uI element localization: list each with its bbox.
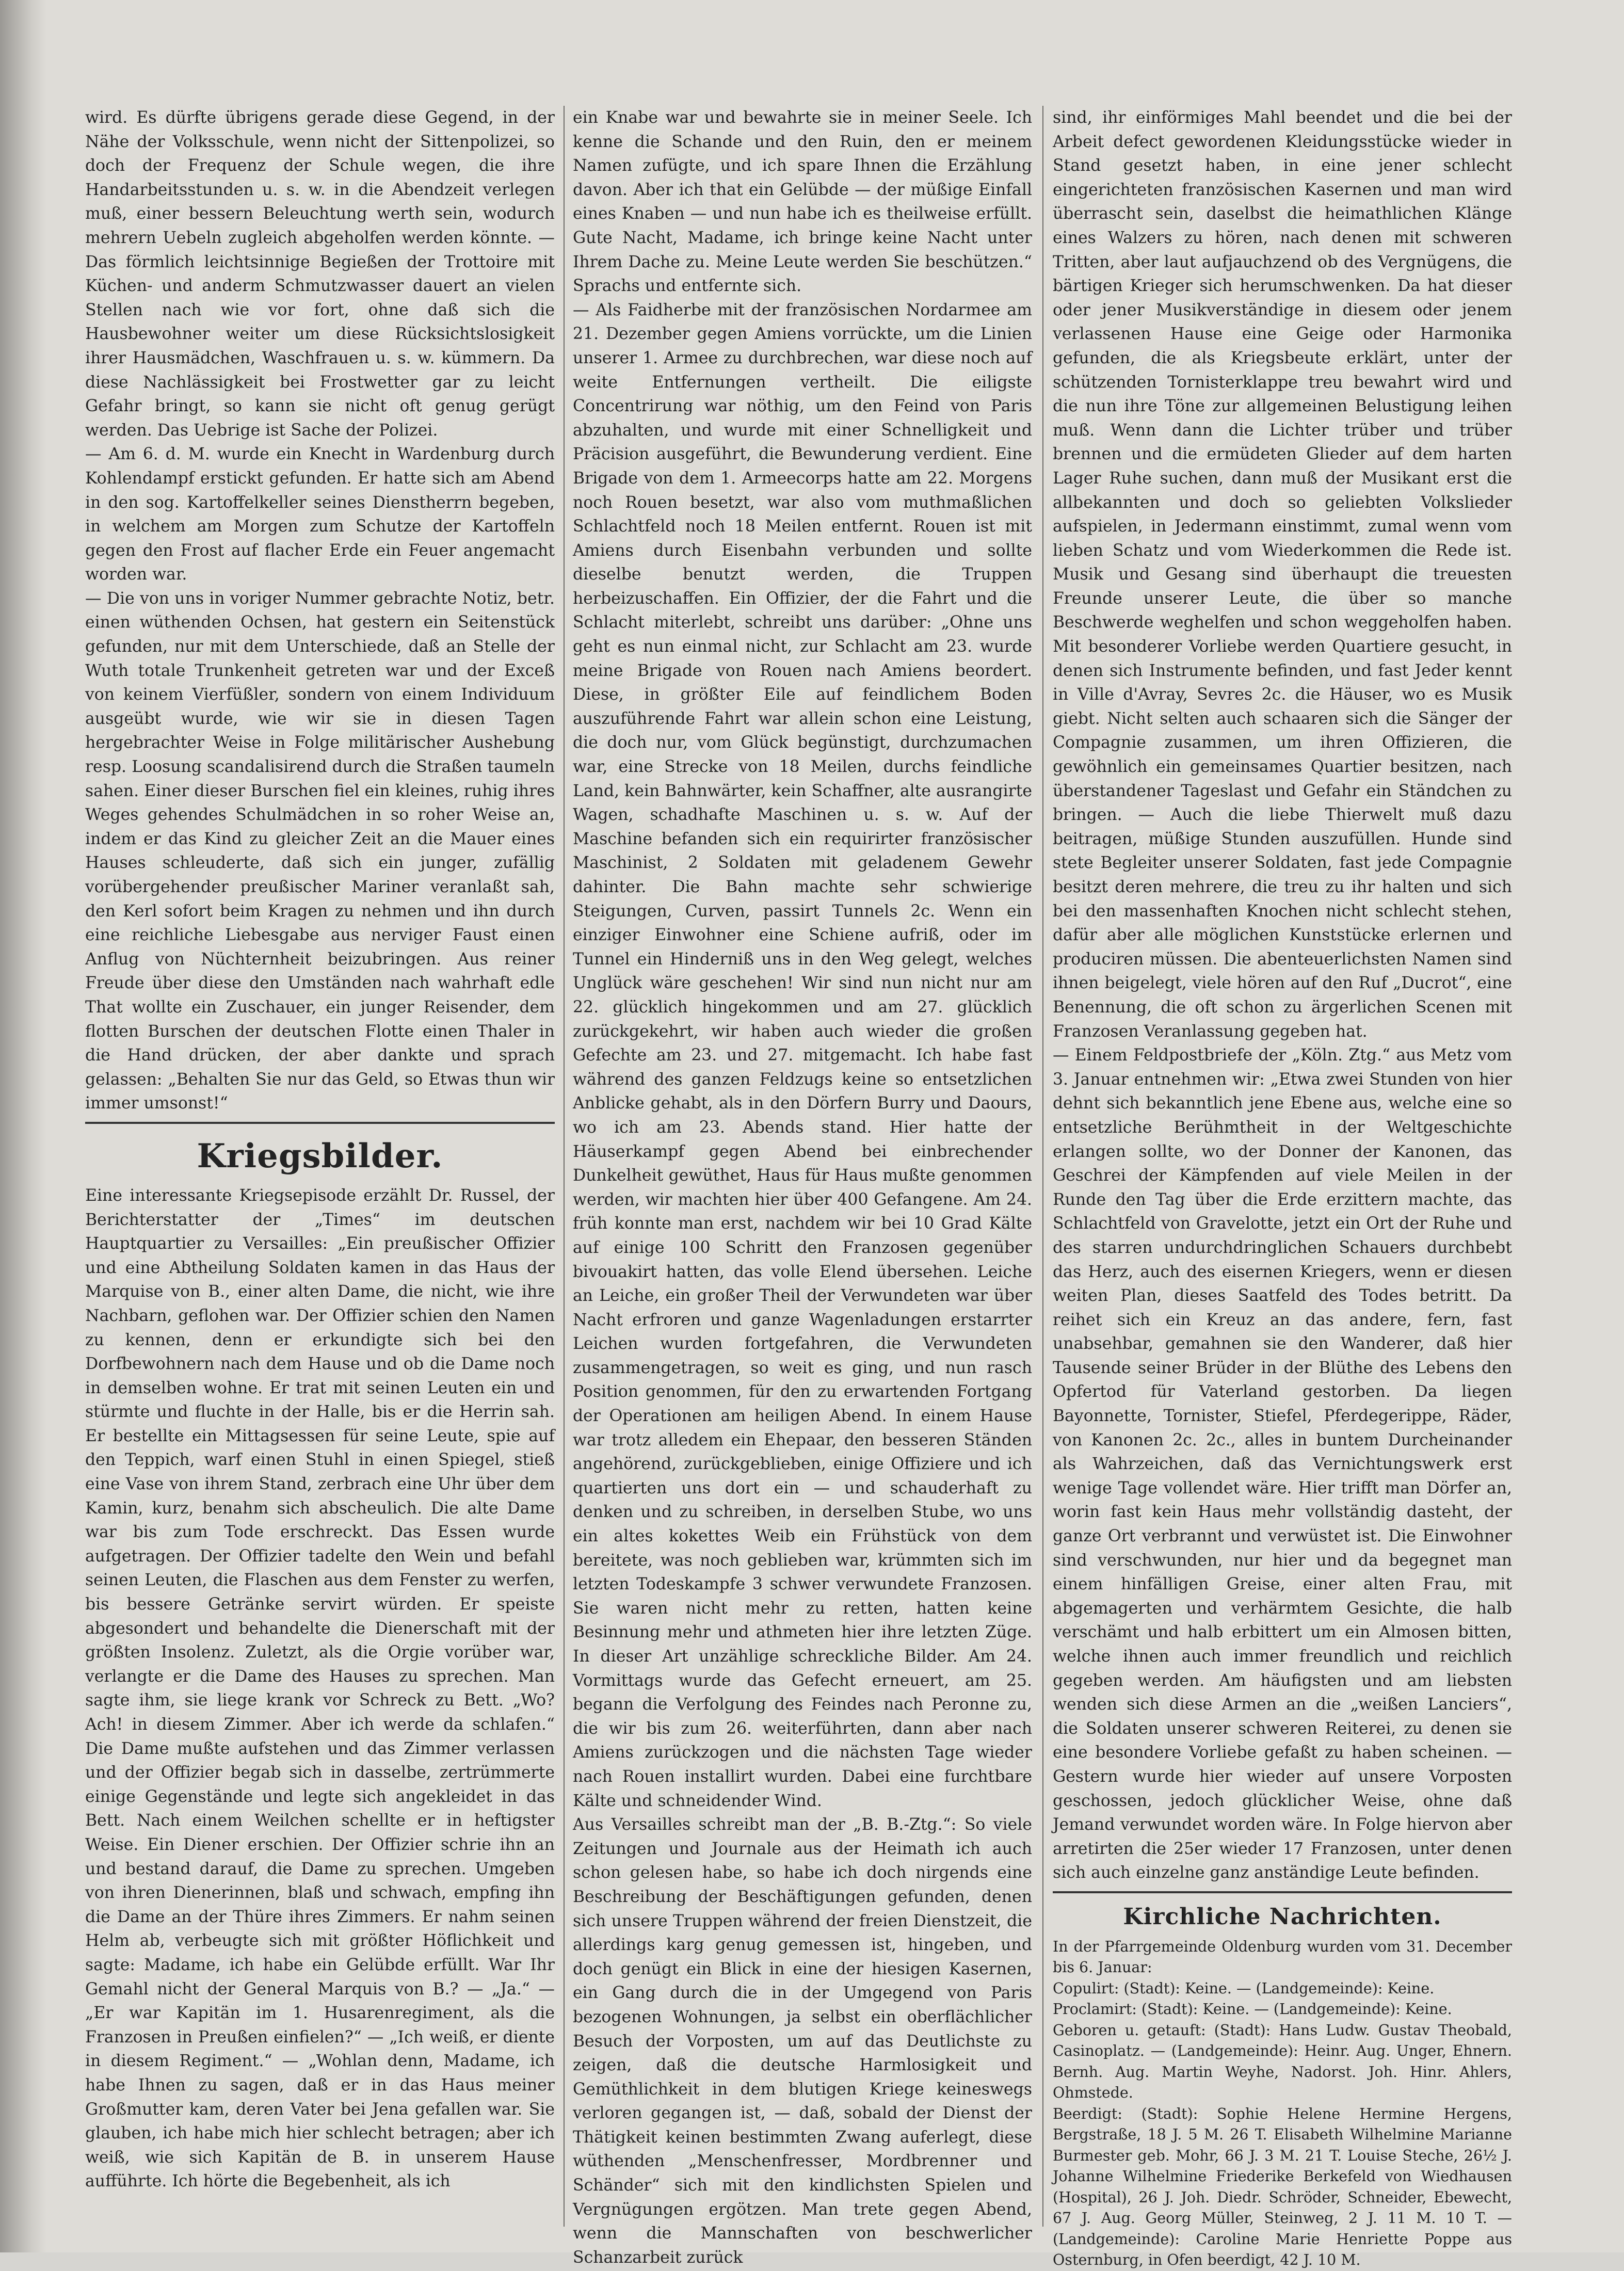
church-entry: Proclamirt: (Stadt): Keine. — (Landgemeinde): Keine. (1053, 2001, 1452, 2018)
section-divider (85, 1122, 555, 1124)
article-paragraph: wird. Es dürfte übrigens gerade diese Gegend, in der Nähe der Volksschule, wenn nicht der Sittenpolizei, so doch der Frequenz der Schule wegen, die ihre Handarbeitsstunden u. s. w. in die Abendzeit verlegen muß, einer bessern Beleuchtung werth sein, wodurch mehrern Uebeln zugleich abgeholfen werden könnte. — Das förmlich leichtsinnige Begießen der Trottoire mit Küchen- und anderm Schmutzwasser dauert an vielen Stellen nach wie vor fort, ohne daß sich die Hausbewohner weiter um diese Rücksichtslosigkeit ihrer Hausmädchen, Waschfrauen u. s. w. kümmern. Da diese Nachlässigkeit bei Frostwetter gar zu leicht Gefahr bringt, so kann sie nicht oft genug gerügt werden. Das Uebrige ist Sache der Polizei. (85, 108, 555, 440)
column-rule-left (564, 106, 565, 2227)
article-paragraph: Eine interessante Kriegsepisode erzählt Dr. Russel, der Berichterstatter der „Times“ im deutschen Hauptquartier zu Versailles: „Ein preußischer Offizier und eine Abtheilung Soldaten kamen in das Haus der Marquise von B., einer alten Dame, die nicht, wie ihre Nachbarn, geflohen war. Der Offizier schien den Namen zu kennen, denn er erkundigte sich bei den Dorfbewohnern nach dem Hause und ob die Dame noch in demselben wohne. Er trat mit seinen Leuten ein und stürmte und fluchte in der Halle, bis er die Herrin sah. Er bestellte ein Mittagsessen für seine Leute, spie auf den Teppich, warf einen Stuhl in einen Spiegel, stieß eine Vase von ihrem Stand, zerbrach eine Uhr über dem Kamin, kurz, benahm sich abscheulich. Die alte Dame war bis zum Tode erschreckt. Das Essen wurde aufgetragen. Der Offizier tadelte den Wein und befahl seinen Leuten, die Flaschen aus dem Fenster zu werfen, bis bessere Getränke servirt würden. Er speiste abgesondert und behandelte die Dienerschaft mit der größten Insolenz. Zuletzt, als die Orgie vorüber war, verlangte er die Dame des Hauses zu sprechen. Man sagte ihm, sie liege krank vor Schreck zu Bett. „Wo? Ach! in diesem Zimmer. Aber ich werde da schlafen.“ Die Dame mußte aufstehen und das Zimmer verlassen und der Offizier begab sich in dasselbe, zertrümmerte einige Gegenstände und legte sich angekleidet in das Bett. Nach einem Weilchen schellte er in heftigster Weise. Ein Diener erschien. Der Offizier schrie ihn an und bestand darauf, die Dame zu sprechen. Umgeben von ihren Dienerinnen, blaß und schwach, empfing ihn die Dame an der Thüre ihres Zimmers. Er nahm seinen Helm ab, verbeugte sich mit größter Höflichkeit und sagte: Madame, ich habe ein Gelübde erfüllt. War Ihr Gemahl nicht der General Marquis von B.? — „Ja.“ — „Er war Kapitän im 1. Husarenregiment, als die Franzosen in Preußen einfielen?“ — „Ich weiß, er diente in diesem Regiment.“ — „Wohlan denn, Madame, ich habe Ihnen zu sagen, daß er in das Haus meiner Großmutter kam, deren Vater bei Jena gefallen war. Sie glauben, ich habe mich hier schlecht betragen; aber ich weiß, wie sich Kapitän de B. in unserem Hause aufführte. Ich hörte die Begebenheit, als ich (85, 1186, 555, 2191)
article-paragraph: — Die von uns in voriger Nummer gebrachte Notiz, betr. einen wüthenden Ochsen, hat gestern ein Seitenstück gefunden, nur mit dem Unterschiede, daß an Stelle der Wuth totale Trunkenheit getreten war und der Exceß von keinem Vierfüßler, sondern von einem Individuum ausgeübt wurde, wie wir sie in diesen Tagen hergebrachter Weise in Folge militärischer Aushebung resp. Loosung scandalisirend durch die Straßen taumeln sahen. Einer dieser Burschen fiel ein kleines, ruhig ihres Weges gehendes Schulmädchen in so roher Weise an, indem er das Kind zu gleicher Zeit an die Mauer eines Hauses schleuderte, daß sich ein junger, zufällig vorübergehender preußischer Mariner veranlaßt sah, den Kerl sofort beim Kragen zu nehmen und ihn durch eine reichliche Liebesgabe aus nerviger Faust einen Anflug von Nüchternheit beizubringen. Aus reiner Freude über diese den Umständen nach wahrhaft edle That wollte ein Zuschauer, ein junger Reisender, dem flotten Burschen der deutschen Flotte einen Thaler in die Hand drücken, der aber dankte und sprach gelassen: „Behalten Sie nur das Geld, so Etwas thun wir immer umsonst!“ (85, 589, 555, 1113)
section-heading: Kriegsbilder. (197, 1136, 443, 1175)
article-paragraph: — Als Faidherbe mit der französischen Nordarmee am 21. Dezember gegen Amiens vorrückte, um die Linien unserer 1. Armee zu durchbrechen, war diese noch auf weite Entfernungen vertheilt. Die eiligste Concentrirung war nöthig, um den Feind von Paris abzuhalten, und wurde mit einer Schnelligkeit und Präcision ausgeführt, die Bewunderung verdient. Eine Brigade von dem 1. Armeecorps hatte am 22. Morgens noch Rouen besetzt, war also vom muthmaßlichen Schlachtfeld noch 18 Meilen entfernt. Rouen ist mit Amiens durch Eisenbahn verbunden und sollte dieselbe benutzt werden, die Truppen herbeizuschaffen. Ein Offizier, der die Fahrt und die Schlacht miterlebt, schreibt uns darüber: „Ohne uns geht es nun einmal nicht, zur Schlacht am 23. wurde meine Brigade von Rouen nach Amiens beordert. Diese, in größter Eile auf feindlichem Boden auszuführende Fahrt war allein schon eine Leistung, die doch nur, vom Glück begünstigt, durchzumachen war, eine Strecke von 18 Meilen, durchs feindliche Land, kein Bahnwärter, kein Schaffner, alte ausrangirte Wagen, schadhafte Maschinen u. s. w. Auf der Maschine befanden sich ein requirirter französischer Maschinist, 2 Soldaten mit geladenem Gewehr dahinter. Die Bahn machte sehr schwierige Steigungen, Curven, passirt Tunnels 2c. Wenn ein einziger Einwohner eine Schiene aufriß, oder im Tunnel ein Hinderniß uns in den Weg gelegt, welches Unglück wäre geschehen! Wir sind nun nicht nur am 22. glücklich hingekommen und am 27. glücklich zurückgekehrt, wir haben auch wieder die großen Gefechte am 23. und 27. mitgemacht. Ich habe fast während des ganzen Feldzugs keine so entsetzlichen Anblicke gehabt, als in den Dörfern Burry und Daours, wo ich am 23. Abends stand. Hier hatte der Häuserkampf gegen Abend bei einbrechender Dunkelheit gewüthet, Haus für Haus mußte genommen werden, wir machten hier über 400 Gefangene. Am 24. früh konnte man erst, nachdem wir bei 10 Grad Kälte auf einige 100 Schritt den Franzosen gegenüber bivouakirt hatten, das volle Elend übersehen. Leiche an Leiche, ein großer Theil der Verwundeten war über Nacht erfroren und ganze Wagenladungen erstarrter Leichen wurden fortgefahren, die Verwundeten zusammengetragen, so weit es ging, und nun rasch Position genommen, für den zu erwartenden Fortgang der Operationen am heiligen Abend. In einem Hause war trotz alledem ein Ehepaar, den besseren Ständen angehörend, zurückgeblieben, einige Offiziere und ich quartierten uns dort ein — und schauderhaft zu denken und zu schreiben, in derselben Stube, wo uns ein altes kokettes Weib ein Frühstück von dem bereitete, was noch geblieben war, krümmten sich im letzten Todeskampfe 3 schwer verwundete Franzosen. Sie waren nicht mehr zu retten, hatten keine Besinnung mehr und athmeten hier ihre letzten Züge. In dieser Art unzählige schreckliche Bilder. Am 24. Vormittags wurde das Gefecht erneuert, am 25. begann die Verfolgung des Feindes nach Peronne zu, die wir bis zum 26. weiterführten, dann aber nach Amiens zurückzogen und die nächsten Tage wieder nach Rouen installirt wurden. Dabei eine furchtbare Kälte und schneidender Wind. (573, 300, 1032, 1810)
church-notices (1053, 1937, 1512, 2271)
binding-edge (0, 0, 46, 2252)
church-entry: Geboren u. getauft: (Stadt): Hans Ludw. Gustav Theobald, Casinoplatz. — (Landgemeinde): Heinr. Aug. Unger, Ehnern. Bernh. Aug. Martin Weyhe, Nadorst. Joh. Hinr. Ahlers, Ohmstede. (1053, 2021, 1512, 2102)
section-heading: Kirchliche Nachrichten. (1123, 1903, 1442, 1930)
article-paragraph: — Am 6. d. M. wurde ein Knecht in Wardenburg durch Kohlendampf erstickt gefunden. Er hatte sich am Abend in den sog. Kartoffelkeller seines Dienstherrn begeben, in welchem am Morgen zum Schutze der Kartoffeln gegen den Frost auf flacher Erde ein Feuer angemacht worden war. (85, 445, 555, 584)
section-divider (1053, 1891, 1512, 1893)
church-intro: In der Pfarrgemeinde Oldenburg wurden vom 31. December bis 6. Januar: (1053, 1938, 1512, 1976)
column-rule-right (1042, 106, 1043, 2227)
article-paragraph: ein Knabe war und bewahrte sie in meiner Seele. Ich kenne die Schande und den Ruin, den er meinem Namen zufügte, und ich spare Ihnen die Erzählung davon. Aber ich that ein Gelübde — der müßige Einfall eines Knaben — und nun habe ich es theilweise erfüllt. Gute Nacht, Madame, ich bringe keine Nacht unter Ihrem Dache zu. Meine Leute werden Sie beschützen.“ Sprachs und entfernte sich. (573, 108, 1032, 296)
article-paragraph: — Einem Feldpostbriefe der „Köln. Ztg.“ aus Metz vom 3. Januar entnehmen wir: „Etwa zwei Stunden von hier dehnt sich bekanntlich jene Ebene aus, welche eine so entsetzliche Berühmtheit in der Weltgeschichte erlangen sollte, wo der Donner der Kanonen, das Geschrei der Kämpfenden auf viele Meilen in der Runde den Tag über die Erde erzittern machte, das Schlachtfeld von Gravelotte, jetzt ein Ort der Ruhe und des starren undurchdringlichen Schauers durchbebt das Herz, auch des eisernen Kriegers, wenn er diesen weiten Plan, dieses Saatfeld des Todes betritt. Da reihet sich ein Kreuz an das andere, fern, fast unabsehbar, gemahnen sie den Wanderer, daß hier Tausende seiner Brüder in der Blüthe des Lebens den Opfertod für Vaterland gestorben. Da liegen Bayonnette, Tornister, Stiefel, Pferdegerippe, Räder, von Kanonen 2c. 2c., alles in buntem Durcheinander als Wahrzeichen, daß das Vernichtungswerk erst wenige Tage vollendet wäre. Hier trifft man Dörfer an, worin fast kein Haus mehr vollständig dasteht, der ganze Ort verbrannt und verwüstet ist. Die Einwohner sind verschwunden, nur hier und da begegnet man einem hinfälligen Greise, einer alten Frau, mit abgemagerten und verhärmtem Gesichte, die halb verschämt und halb erbittert um ein Almosen bitten, welche ihnen auch immer freundlich und reichlich gegeben werden. Am häufigsten und am liebsten wenden sich diese Armen an die „weißen Lanciers“, die Soldaten unserer schweren Reiterei, zu denen sie eine besondere Vorliebe gefaßt zu haben scheinen. — Gestern wurde hier wieder auf unsere Vorposten geschossen, jedoch glücklicher Weise, ohne daß Jemand verwundet worden wäre. In Folge hiervon aber arretirten die 25er wieder 17 Franzosen, unter denen sich auch einzelne ganz anständige Leute befinden. (1053, 1046, 1512, 1882)
article-paragraph: Aus Versailles schreibt man der „B. B.-Ztg.“: So viele Zeitungen und Journale aus der Heimath ich auch schon gelesen habe, so habe ich doch nirgends eine Beschreibung der Beschäftigungen gefunden, denen sich unsere Truppen während der freien Dienstzeit, die allerdings karg genug gemessen ist, hingeben, und doch genügt ein Blick in eine der hiesigen Kasernen, ein Gang durch die in der Umgegend von Paris bezogenen Wohnungen, ja selbst ein oberflächlicher Besuch der Vorposten, um auf das Deutlichste zu zeigen, daß die deutsche Harmlosigkeit und Gemüthlichkeit in dem blutigen Kriege keineswegs verloren gegangen ist, — daß, sobald der Dienst der Thätigkeit keinen bestimmten Zwang auferlegt, diese wüthenden „Menschenfresser, Mordbrenner und Schänder“ sich mit den kindlichsten Spielen und Vergnügungen ergötzen. Man trete gegen Abend, wenn die Mannschaften von beschwerlicher Schanzarbeit zurück (573, 1815, 1032, 2267)
column-3 (1053, 106, 1512, 2271)
church-entry: Beerdigt: (Stadt): Sophie Helene Hermine Hergens, Bergstraße, 18 J. 5 M. 26 T. Elisabeth Wilhelmine Marianne Burmester geb. Mohr, 66 J. 3 M. 21 T. Louise Steche, 26½ J. Johanne Wilhelmine Friederike Berkefeld von Wiedhausen (Hospital), 26 J. Joh. Diedr. Schröder, Schneider, Ebewecht, 67 J. Aug. Georg Müller, Steinweg, 2 J. 11 M. 10 T. — (Landgemeinde): Caroline Marie Henriette Poppe aus Osternburg, in Ofen beerdigt, 42 J. 10 M. (1053, 2105, 1512, 2269)
church-entry: Copulirt: (Stadt): Keine. — (Landgemeinde): Keine. (1053, 1979, 1435, 1997)
article-paragraph: sind, ihr einförmiges Mahl beendet und die bei der Arbeit defect gewordenen Kleidungsstücke wieder in Stand gesetzt haben, in eine jener schlecht eingerichteten französischen Kasernen und man wird überrascht sein, daselbst die heimathlichen Klänge eines Walzers zu hören, nach denen mit schweren Tritten, aber laut aufjauchzend ob des Vergnügens, die bärtigen Krieger sich herumschwenken. Da hat dieser oder jener Musikverständige in diesem oder jenem verlassenen Hause eine Geige oder Harmonika gefunden, die als Kriegsbeute erklärt, unter der schützenden Tornisterklappe treu bewahrt wird und die nun ihre Töne zur allgemeinen Belustigung leihen muß. Wenn dann die Lichter trüber und trüber brennen und die ermüdeten Glieder auf dem harten Lager Ruhe suchen, dann muß der Musikant erst die allbekannten und doch so geliebten Volkslieder aufspielen, in Jedermann einstimmt, zumal wenn vom lieben Schatz und vom Wiederkommen die Rede ist. Musik und Gesang sind überhaupt die treuesten Freunde unserer Leute, die über so manche Beschwerde weghelfen und schon weggeholfen haben. Mit besonderer Vorliebe werden Quartiere gesucht, in denen sich Instrumente befinden, und fast Jeder kennt in Ville d'Avray, Sevres 2c. die Häuser, wo es Musik giebt. Nicht selten auch schaaren sich die Sänger der Compagnie zusammen, um ihren Offizieren, die gewöhnlich ein gemeinsames Quartier besitzen, nach überstandener Tageslast und Gefahr ein Ständchen zu bringen. — Auch die liebe Thierwelt muß dazu beitragen, müßige Stunden auszufüllen. Hunde sind stete Begleiter unserer Soldaten, fast jede Compagnie besitzt deren mehrere, die treu zu ihr halten und sich bei den massenhaften Knochen nicht schlecht stehen, dafür aber alle möglichen Kunststücke erlernen und produciren müssen. Die abenteuerlichsten Namen sind ihnen beigelegt, viele hören auf den Ruf „Ducrot“, eine Benennung, die oft schon zu ärgerlichen Scenen mit Franzosen Veranlassung gegeben hat. (1053, 108, 1512, 1041)
column-2 (573, 106, 1032, 2269)
column-1 (85, 106, 555, 2194)
